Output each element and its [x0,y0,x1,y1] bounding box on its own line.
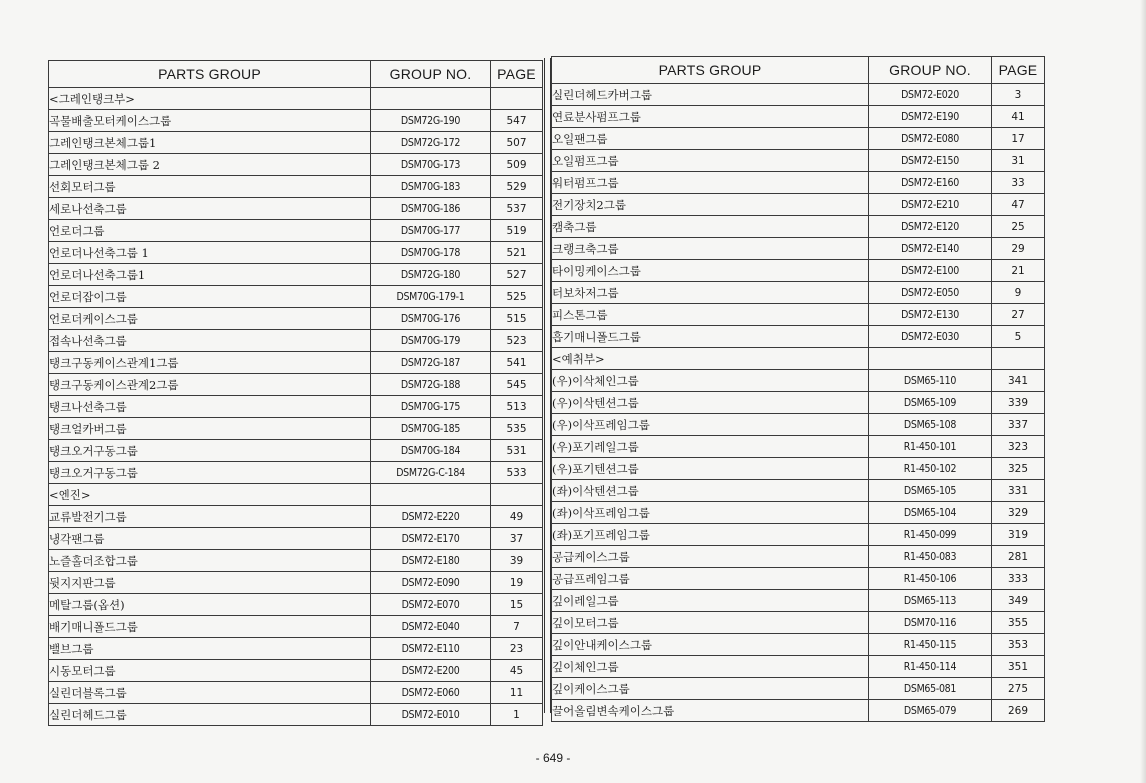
page-ref: 529 [491,176,543,198]
group-number: DSM72-E130 [869,304,992,326]
page-ref: 541 [491,352,543,374]
group-number: DSM72G-190 [371,110,491,132]
group-number: DSM65-110 [869,370,992,392]
page-ref: 527 [491,264,543,286]
part-group-name: 언로더그룹 [49,220,371,242]
group-number: R1-450-083 [869,546,992,568]
table-row [552,414,1045,436]
table-row [552,304,1045,326]
header-parts-group: PARTS GROUP [552,57,869,84]
group-number: R1-450-099 [869,524,992,546]
part-group-name: 탱크오거구동그룹 [49,462,371,484]
part-group-name: 연료분사펌프그룹 [552,106,869,128]
page-ref: 525 [491,286,543,308]
group-number: DSM72-E100 [869,260,992,282]
group-number: DSM72-E200 [371,660,491,682]
group-number [371,484,491,506]
part-group-name: 깊이안내케이스그룹 [552,634,869,656]
table-row [49,242,543,264]
table-row [552,194,1045,216]
table-row [49,308,543,330]
page-ref: 3 [992,84,1045,106]
part-group-name: 선회모터그룹 [49,176,371,198]
part-group-name: 피스톤그룹 [552,304,869,326]
parts-index-table-right [551,56,1045,722]
part-group-name: 언로더잡이그룹 [49,286,371,308]
page-ref: 47 [992,194,1045,216]
part-group-name: 메탈그룹(옵션) [49,594,371,616]
page-ref: 31 [992,150,1045,172]
page-ref: 537 [491,198,543,220]
group-number: DSM72-E080 [869,128,992,150]
right-table-body [552,84,1045,722]
page-ref: 281 [992,546,1045,568]
part-group-name: 깊이레일그룹 [552,590,869,612]
table-row [49,330,543,352]
header-page: PAGE [491,61,543,88]
part-group-name: 노즐홀더조합그룹 [49,550,371,572]
page-ref: 19 [491,572,543,594]
page-ref: 333 [992,568,1045,590]
group-number: DSM65-109 [869,392,992,414]
part-group-name: 깊이체인그룹 [552,656,869,678]
page-ref: 5 [992,326,1045,348]
table-row [552,282,1045,304]
page-ref: 1 [491,704,543,726]
table-row [49,88,543,110]
table-row [49,418,543,440]
page-ref: 39 [491,550,543,572]
page-ref: 329 [992,502,1045,524]
table-row [49,616,543,638]
table-row [49,198,543,220]
part-group-name: (우)이삭텐션그룹 [552,392,869,414]
part-group-name: <엔진> [49,484,371,506]
table-row [49,396,543,418]
page-ref: 521 [491,242,543,264]
page-ref: 515 [491,308,543,330]
column-divider [544,58,551,713]
page-ref: 15 [491,594,543,616]
part-group-name: 언로더나선축그룹 1 [49,242,371,264]
page-ref: 533 [491,462,543,484]
page-ref: 11 [491,682,543,704]
part-group-name: 밸브그룹 [49,638,371,660]
group-number: DSM70-116 [869,612,992,634]
table-row [49,264,543,286]
group-number: DSM70G-176 [371,308,491,330]
group-number [869,348,992,370]
part-group-name: <예취부> [552,348,869,370]
part-group-name: 탱크구동케이스관계1그룹 [49,352,371,374]
page-ref: 21 [992,260,1045,282]
page-edge-shadow [1140,0,1146,783]
page-ref: 547 [491,110,543,132]
group-number: DSM72-E070 [371,594,491,616]
part-group-name: 탱크얼카버그룹 [49,418,371,440]
page-ref: 17 [992,128,1045,150]
table-row [49,660,543,682]
header-group-no: GROUP NO. [869,57,992,84]
group-number: DSM72-E170 [371,528,491,550]
group-number: DSM72-E140 [869,238,992,260]
page-ref: 29 [992,238,1045,260]
page-ref: 341 [992,370,1045,392]
part-group-name: 그레인탱크본체그룹1 [49,132,371,154]
group-number: DSM72-E150 [869,150,992,172]
group-number: DSM72G-188 [371,374,491,396]
group-number: DSM70G-175 [371,396,491,418]
table-row [552,502,1045,524]
page-ref: 325 [992,458,1045,480]
page-ref: 519 [491,220,543,242]
part-group-name: 언로더케이스그룹 [49,308,371,330]
group-number: DSM72-E220 [371,506,491,528]
header-page: PAGE [992,57,1045,84]
part-group-name: (우)포기레일그룹 [552,436,869,458]
page-ref: 45 [491,660,543,682]
table-row [49,110,543,132]
group-number: DSM70G-186 [371,198,491,220]
page-ref: 509 [491,154,543,176]
table-row [49,594,543,616]
group-number: R1-450-115 [869,634,992,656]
page-ref: 323 [992,436,1045,458]
page-ref: 337 [992,414,1045,436]
table-row [552,150,1045,172]
part-group-name: (우)이삭프레임그룹 [552,414,869,436]
page-ref: 275 [992,678,1045,700]
table-row [552,392,1045,414]
group-number: DSM72-E160 [869,172,992,194]
part-group-name: 배기매니폴드그룹 [49,616,371,638]
page-ref: 269 [992,700,1045,722]
group-number: DSM72G-187 [371,352,491,374]
part-group-name: 뒷지지판그룹 [49,572,371,594]
group-number: DSM72-E180 [371,550,491,572]
group-number [371,88,491,110]
table-row [49,462,543,484]
part-group-name: 흡기매니폴드그룹 [552,326,869,348]
table-row [552,84,1045,106]
part-group-name: 실린더헤드그룹 [49,704,371,726]
group-number: DSM72-E050 [869,282,992,304]
page-ref: 513 [491,396,543,418]
table-row [552,172,1045,194]
part-group-name: 공급프레임그룹 [552,568,869,590]
group-number: DSM72-E030 [869,326,992,348]
table-row [552,436,1045,458]
part-group-name: 오일팬그룹 [552,128,869,150]
part-group-name: <그레인탱크부> [49,88,371,110]
group-number: DSM70G-184 [371,440,491,462]
header-row [49,61,543,88]
table-row [49,704,543,726]
page-ref: 41 [992,106,1045,128]
part-group-name: 크랭크축그룹 [552,238,869,260]
part-group-name: (좌)포기프레임그룹 [552,524,869,546]
group-number: DSM70G-179 [371,330,491,352]
table-row [552,568,1045,590]
page-ref [992,348,1045,370]
part-group-name: 캠축그룹 [552,216,869,238]
part-group-name: 타이밍케이스그룹 [552,260,869,282]
table-row [552,612,1045,634]
page-ref: 9 [992,282,1045,304]
part-group-name: (좌)이삭프레임그룹 [552,502,869,524]
part-group-name: 전기장치2그룹 [552,194,869,216]
part-group-name: 워터펌프그룹 [552,172,869,194]
part-group-name: 그레인탱크본체그룹 2 [49,154,371,176]
page-ref: 25 [992,216,1045,238]
part-group-name: 실린더블록그룹 [49,682,371,704]
table-row [49,176,543,198]
table-row [552,678,1045,700]
group-number: DSM70G-183 [371,176,491,198]
page-ref: 49 [491,506,543,528]
part-group-name: 탱크나선축그룹 [49,396,371,418]
header-parts-group: PARTS GROUP [49,61,371,88]
table-row [552,634,1045,656]
table-row [552,480,1045,502]
table-row [49,528,543,550]
part-group-name: 공급케이스그룹 [552,546,869,568]
part-group-name: (우)이삭체인그룹 [552,370,869,392]
table-row [49,440,543,462]
left-table-body [49,88,543,726]
group-number: R1-450-114 [869,656,992,678]
table-row [49,352,543,374]
table-row [552,106,1045,128]
table-row [552,348,1045,370]
group-number: DSM70G-185 [371,418,491,440]
group-number: DSM72-E020 [869,84,992,106]
part-group-name: 터보차저그룹 [552,282,869,304]
table-row [49,638,543,660]
part-group-name: 언로더나선축그룹1 [49,264,371,286]
group-number: DSM70G-177 [371,220,491,242]
table-row [49,374,543,396]
part-group-name: (좌)이삭텐션그룹 [552,480,869,502]
page-ref: 319 [992,524,1045,546]
table-row [49,484,543,506]
page-ref: 351 [992,656,1045,678]
table-row [49,132,543,154]
page-ref: 355 [992,612,1045,634]
parts-index-table-left [48,60,543,726]
group-number: DSM65-081 [869,678,992,700]
group-number: DSM72G-172 [371,132,491,154]
table-row [49,286,543,308]
page-ref: 339 [992,392,1045,414]
group-number: R1-450-101 [869,436,992,458]
table-row [552,546,1045,568]
table-row [552,524,1045,546]
group-number: DSM72-E040 [371,616,491,638]
part-group-name: 깊이모터그룹 [552,612,869,634]
group-number: DSM65-079 [869,700,992,722]
table-row [49,682,543,704]
page-ref: 531 [491,440,543,462]
part-group-name: 깊이케이스그룹 [552,678,869,700]
part-group-name: (우)포기텐션그룹 [552,458,869,480]
page-ref: 545 [491,374,543,396]
page-ref: 27 [992,304,1045,326]
part-group-name: 교류발전기그룹 [49,506,371,528]
table-row [49,154,543,176]
group-number: DSM72-E090 [371,572,491,594]
page-ref: 331 [992,480,1045,502]
part-group-name: 실린더헤드카버그룹 [552,84,869,106]
page-number: - 649 - [535,751,571,765]
header-row [552,57,1045,84]
page-ref: 23 [491,638,543,660]
table-row [49,506,543,528]
group-number: DSM65-113 [869,590,992,612]
part-group-name: 탱크구동케이스관계2그룹 [49,374,371,396]
group-number: R1-450-106 [869,568,992,590]
page-ref [491,88,543,110]
group-number: DSM70G-179-1 [371,286,491,308]
table-row [552,260,1045,282]
group-number: DSM65-104 [869,502,992,524]
part-group-name: 탱크오거구동그룹 [49,440,371,462]
group-number: DSM70G-173 [371,154,491,176]
table-row [552,656,1045,678]
table-row [49,220,543,242]
page-ref: 33 [992,172,1045,194]
header-group-no: GROUP NO. [371,61,491,88]
page-ref: 507 [491,132,543,154]
part-group-name: 접속나선축그룹 [49,330,371,352]
group-number: DSM70G-178 [371,242,491,264]
table-row [552,590,1045,612]
table-row [552,458,1045,480]
part-group-name: 끌어올림변속케이스그룹 [552,700,869,722]
group-number: DSM72G-C-184 [371,462,491,484]
table-row [552,128,1045,150]
group-number: DSM72-E010 [371,704,491,726]
part-group-name: 세로나선축그룹 [49,198,371,220]
table-row [49,572,543,594]
group-number: DSM72-E120 [869,216,992,238]
group-number: DSM72-E210 [869,194,992,216]
page-ref: 7 [491,616,543,638]
group-number: R1-450-102 [869,458,992,480]
table-row [49,550,543,572]
page-ref: 353 [992,634,1045,656]
page-ref: 523 [491,330,543,352]
table-row [552,238,1045,260]
table-row [552,370,1045,392]
group-number: DSM72-E110 [371,638,491,660]
page-ref: 535 [491,418,543,440]
page-ref: 37 [491,528,543,550]
part-group-name: 곡물배출모터케이스그룹 [49,110,371,132]
group-number: DSM65-105 [869,480,992,502]
table-row [552,326,1045,348]
table-row [552,700,1045,722]
group-number: DSM72-E190 [869,106,992,128]
group-number: DSM72G-180 [371,264,491,286]
part-group-name: 시동모터그룹 [49,660,371,682]
page-ref: 349 [992,590,1045,612]
table-row [552,216,1045,238]
page-ref [491,484,543,506]
part-group-name: 냉각팬그룹 [49,528,371,550]
group-number: DSM65-108 [869,414,992,436]
group-number: DSM72-E060 [371,682,491,704]
part-group-name: 오일펌프그룹 [552,150,869,172]
